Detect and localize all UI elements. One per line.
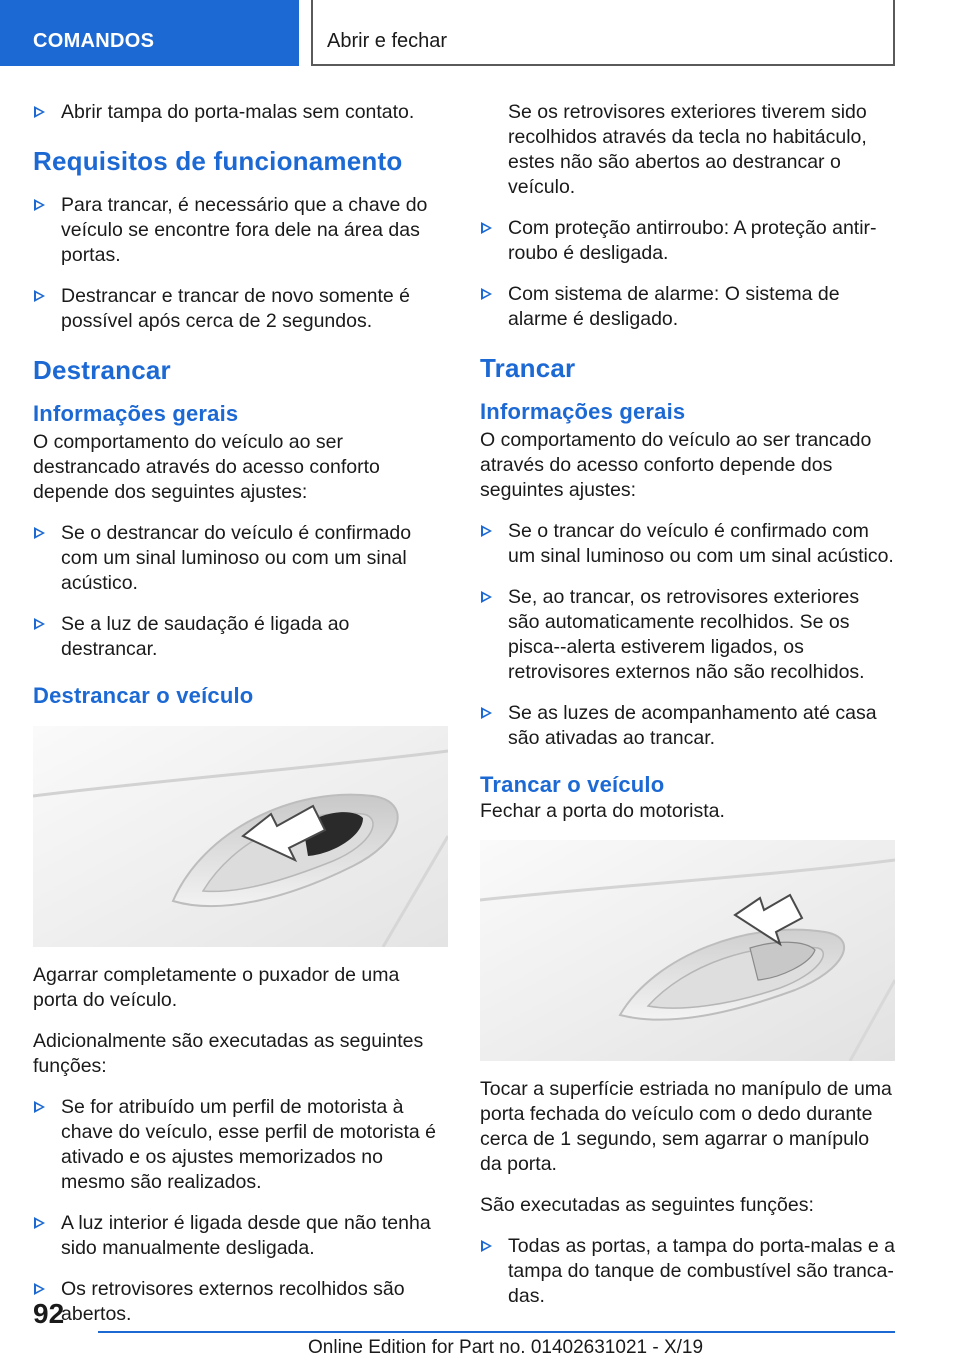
footer-edition: Online Edition for Part no. 01402631021 - X/19 (308, 1337, 704, 1358)
section-tab (0, 0, 299, 66)
list-item: A luz interior é ligada desde que não tenha sido manualmente desligada. (33, 1211, 448, 1261)
triangle-bullet-icon (34, 290, 45, 302)
list-item: Para trancar, é necessário que a chave do veículo se encontre fora dele na área das portas. (33, 193, 448, 268)
list-item: Abrir tampa do porta-malas sem contato. (33, 100, 448, 125)
list-item: Se o destrancar do veículo é confirmado com um sinal luminoso ou com um sinal acústico. (33, 521, 448, 596)
paragraph: Agarrar completamente o puxador de uma porta do veículo. (33, 964, 400, 1011)
bullet-list (33, 100, 448, 125)
left-column (33, 100, 448, 1343)
paragraph: Adicionalmente são executadas as seguintes funções: (33, 1030, 424, 1077)
triangle-bullet-icon (34, 1101, 45, 1113)
bullet-list (480, 1234, 895, 1309)
list-item: Se, ao trancar, os retrovisores exteriores são automaticamente recolhidos. Se os pisca--alerta estiverem ligados, os retrovisores externos não são recolhidos. (480, 585, 895, 685)
list-item: Os retrovisores externos recolhidos são abertos. (33, 1277, 448, 1327)
list-item: Se o trancar do veículo é confirmado com um sinal luminoso ou com um sinal acústico. (480, 519, 895, 569)
list-item: Com proteção antirroubo: A proteção antirroubo é desligada. (480, 216, 895, 266)
triangle-bullet-icon (481, 707, 492, 719)
triangle-bullet-icon (34, 618, 45, 630)
section-heading: Destrancar (33, 355, 171, 385)
paragraph: O comportamento do veículo ao ser trancado através do acesso conforto depende dos seguintes ajustes: (480, 429, 872, 501)
list-item: Se a luz de saudação é ligada ao destrancar. (33, 612, 448, 662)
triangle-bullet-icon (481, 591, 492, 603)
list-item: Com sistema de alarme: O sistema de alarme é desligado. (480, 282, 895, 332)
bullet-list (480, 519, 895, 751)
triangle-bullet-icon (481, 288, 492, 300)
triangle-bullet-icon (481, 525, 492, 537)
subsection-heading: Informações gerais (480, 399, 686, 424)
bullet-list (33, 1095, 448, 1327)
section-label: COMANDOS (33, 30, 155, 52)
paragraph: Fechar a porta do motorista. (480, 800, 725, 822)
list-item: Se for atribuído um perfil de motorista à chave do veículo, esse perfil de motorista é ativado e os ajustes memorizados no mesmo são realizados. (33, 1095, 448, 1195)
subsection-heading: Informações gerais (33, 401, 239, 426)
right-column (480, 100, 895, 1325)
chapter-title: Abrir e fechar (327, 30, 448, 52)
subsection-heading: Destrancar o veículo (33, 683, 254, 708)
door-handle-lock-illustration (480, 840, 895, 1061)
triangle-bullet-icon (34, 527, 45, 539)
list-item: Destrancar e trancar de novo somente é possível após cerca de 2 segundos. (33, 284, 448, 334)
list-item: Se as luzes de acompanhamento até casa são ativadas ao trancar. (480, 701, 895, 751)
bullet-list (480, 216, 895, 332)
chapter-header (311, 0, 895, 66)
subsection-heading: Trancar o veículo (480, 772, 665, 797)
list-item: Todas as portas, a tampa do porta-malas e a tampa do tanque de combustível são trancadas. (480, 1234, 895, 1309)
triangle-bullet-icon (34, 1283, 45, 1295)
section-heading: Requisitos de funcionamento (33, 146, 403, 176)
page-number: 92 (33, 1298, 65, 1329)
paragraph: O comportamento do veículo ao ser destrancado através do acesso conforto depende dos seguintes ajustes: (33, 431, 380, 503)
door-handle-unlock-illustration (33, 726, 448, 947)
footer-divider (98, 1331, 895, 1333)
bullet-list (33, 521, 448, 662)
triangle-bullet-icon (34, 199, 45, 211)
paragraph: São executadas as seguintes funções: (480, 1194, 814, 1216)
triangle-bullet-icon (34, 106, 45, 118)
paragraph: Tocar a superfície estriada no manípulo de uma porta fechada do veículo com o dedo durante cerca de 1 segundo, sem agarrar o manípulo da porta. (480, 1078, 892, 1175)
paragraph: Se os retrovisores exteriores tiverem sido recolhidos através da tecla no habitáculo, estes não são abertos ao destrancar o veículo. (508, 101, 867, 198)
triangle-bullet-icon (34, 1217, 45, 1229)
triangle-bullet-icon (481, 1240, 492, 1252)
bullet-list (33, 193, 448, 334)
triangle-bullet-icon (481, 222, 492, 234)
section-heading: Trancar (480, 353, 576, 383)
